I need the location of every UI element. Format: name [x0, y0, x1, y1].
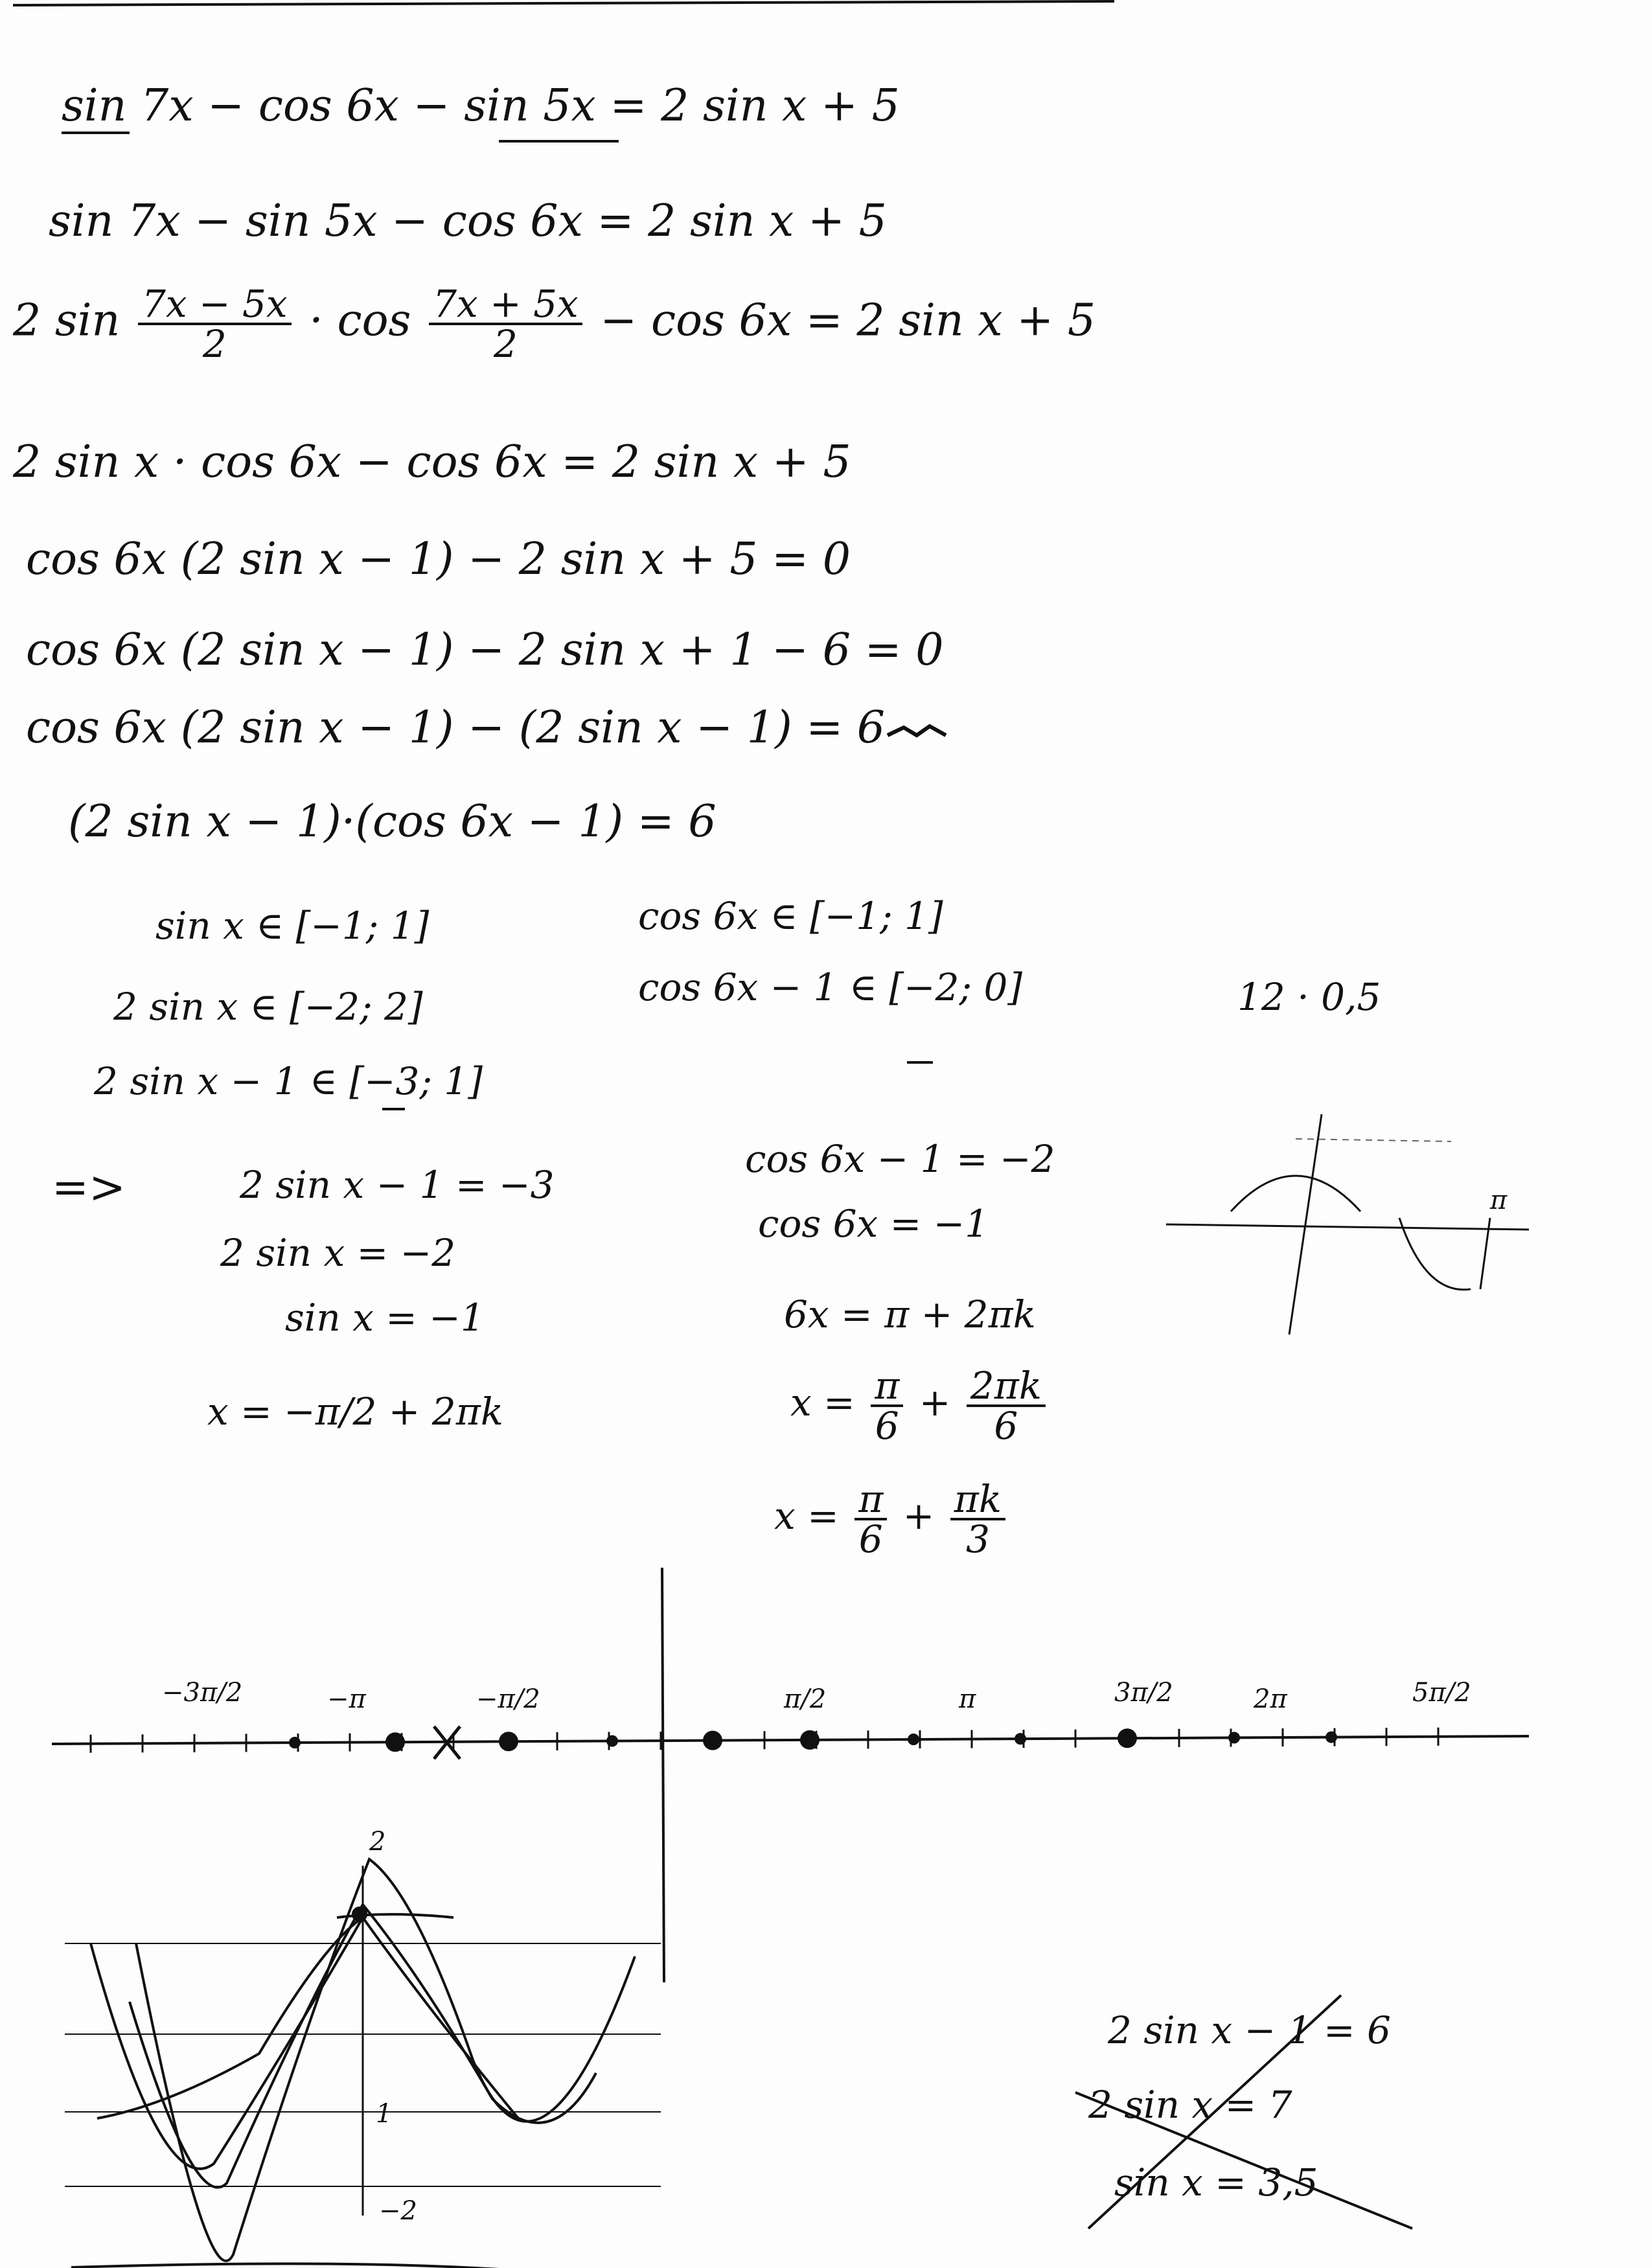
- number-line-solution-dot: [499, 1732, 518, 1751]
- r2-plus: +: [902, 1494, 935, 1539]
- fraction-half-difference: [138, 282, 292, 366]
- r2-frac1-num: π: [855, 1480, 887, 1520]
- system-right-result-1: [790, 1364, 1050, 1448]
- axis-label-pi: π: [959, 1684, 976, 1714]
- range-cos6x-minus-1: cos 6x − 1 ∈ [−2; 0]: [638, 965, 1023, 1009]
- sketch-pi-label: π: [1490, 1186, 1508, 1215]
- frac1-numerator: 7x − 5x: [138, 285, 292, 325]
- r1-frac1-num: π: [871, 1367, 903, 1407]
- number-line-solution-dot: [703, 1731, 722, 1750]
- equation-line-5: cos 6x (2 sin x − 1) − 2 sin x + 5 = 0: [26, 534, 851, 585]
- range-cos6x: cos 6x ∈ [−1; 1]: [638, 894, 943, 938]
- equation-line-6: cos 6x (2 sin x − 1) − 2 sin x + 1 − 6 = 0: [26, 624, 944, 676]
- r2-frac2-den: 3: [965, 1517, 990, 1561]
- system-left-result: x = −π/2 + 2πk: [207, 1390, 503, 1434]
- equation-line-2: sin 7x − sin 5x − cos 6x = 2 sin x + 5: [49, 196, 887, 247]
- line3-prefix: 2 sin: [13, 295, 120, 347]
- r1-frac2-den: 6: [994, 1404, 1018, 1448]
- number-line-solution-dot: [289, 1737, 301, 1748]
- axis-label-3pi-over-2: 3π/2: [1114, 1678, 1173, 1708]
- frac2-denominator: 2: [493, 322, 518, 366]
- axis-label-minus-pi-over-2: −π/2: [476, 1684, 540, 1714]
- number-line-solution-dot: [606, 1735, 618, 1747]
- r2-frac2-num: πk: [950, 1480, 1005, 1520]
- range-2sinx: 2 sin x ∈ [−2; 2]: [113, 985, 423, 1029]
- number-line-solution-dot: [800, 1730, 820, 1750]
- r2-frac1-den: 6: [858, 1517, 883, 1561]
- line3-mid: · cos: [309, 295, 411, 347]
- axis-label-pi-over-2: π/2: [784, 1684, 827, 1714]
- margin-note: 12 · 0,5: [1237, 975, 1381, 1019]
- axis-label-minus-3pi-over-2: −3π/2: [162, 1678, 243, 1708]
- frac1-denominator: 2: [202, 322, 227, 366]
- axis-label-minus-pi: −π: [327, 1684, 366, 1714]
- r1-frac2: [967, 1364, 1046, 1448]
- equation-line-1: sin 7x − cos 6x − sin 5x = 2 sin x + 5: [62, 80, 900, 132]
- frac2-numerator: 7x + 5x: [429, 285, 582, 325]
- r1-frac1-den: 6: [875, 1404, 899, 1448]
- system-right-result-2: [774, 1477, 1009, 1561]
- equation-line-7: cos 6x (2 sin x − 1) − (2 sin x − 1) = 6: [26, 702, 886, 753]
- system-right-3: 6x = π + 2πk: [784, 1292, 1036, 1336]
- range-sinx: sin x ∈ [−1; 1]: [155, 904, 430, 948]
- r2-prefix: x =: [774, 1494, 839, 1539]
- scribble-mark: [888, 726, 946, 735]
- axis-label-5pi-over-2: 5π/2: [1412, 1678, 1471, 1708]
- r2-frac1: [855, 1477, 887, 1561]
- r1-prefix: x =: [790, 1380, 855, 1425]
- number-line: [52, 1568, 1529, 1982]
- r2-frac2: [950, 1477, 1005, 1561]
- r1-plus: +: [919, 1380, 951, 1425]
- number-line-solution-dot: [1325, 1732, 1337, 1743]
- system-right-1: cos 6x − 1 = −2: [745, 1137, 1055, 1181]
- crossed-line-2: 2 sin x = 7: [1088, 2083, 1292, 2127]
- r1-frac1: [871, 1364, 903, 1448]
- line3-suffix: − cos 6x = 2 sin x + 5: [600, 295, 1096, 347]
- number-line-solution-dot: [385, 1732, 405, 1752]
- number-line-solution-dot: [1228, 1732, 1240, 1743]
- system-left-2: 2 sin x = −2: [220, 1231, 456, 1275]
- crossed-line-3: sin x = 3,5: [1114, 2160, 1318, 2205]
- number-line-vertical-axis: [662, 1568, 664, 1982]
- fraction-half-sum: [429, 282, 582, 366]
- range-2sinx-minus-1: 2 sin x − 1 ∈ [−3; 1]: [94, 1059, 483, 1103]
- axis-label-2pi: 2π: [1254, 1684, 1287, 1714]
- unit-circle-sketch: [1166, 1114, 1529, 1334]
- top-edge-line: [13, 1, 1114, 5]
- crossed-line-1: 2 sin x − 1 = 6: [1108, 2008, 1391, 2052]
- number-line-solution-dot: [1015, 1733, 1026, 1745]
- system-left-3: sin x = −1: [285, 1296, 485, 1340]
- graph-label-minus-2: −2: [379, 2196, 417, 2226]
- graph-label-2: 2: [369, 1827, 386, 1857]
- equation-line-8: (2 sin x − 1)·(cos 6x − 1) = 6: [68, 796, 717, 847]
- number-line-solution-dot: [908, 1734, 919, 1745]
- system-left-1: 2 sin x − 1 = −3: [240, 1163, 555, 1207]
- equation-line-4: 2 sin x · cos 6x − cos 6x = 2 sin x + 5: [13, 437, 851, 488]
- system-right-2: cos 6x = −1: [758, 1202, 989, 1246]
- number-line-solution-dot: [1118, 1728, 1137, 1748]
- graph-label-1: 1: [376, 2099, 393, 2129]
- sine-graph-sketch: [65, 1859, 661, 2268]
- equation-line-3: [13, 282, 1096, 366]
- implies-arrow: =>: [52, 1162, 126, 1213]
- r1-frac2-num: 2πk: [967, 1367, 1046, 1407]
